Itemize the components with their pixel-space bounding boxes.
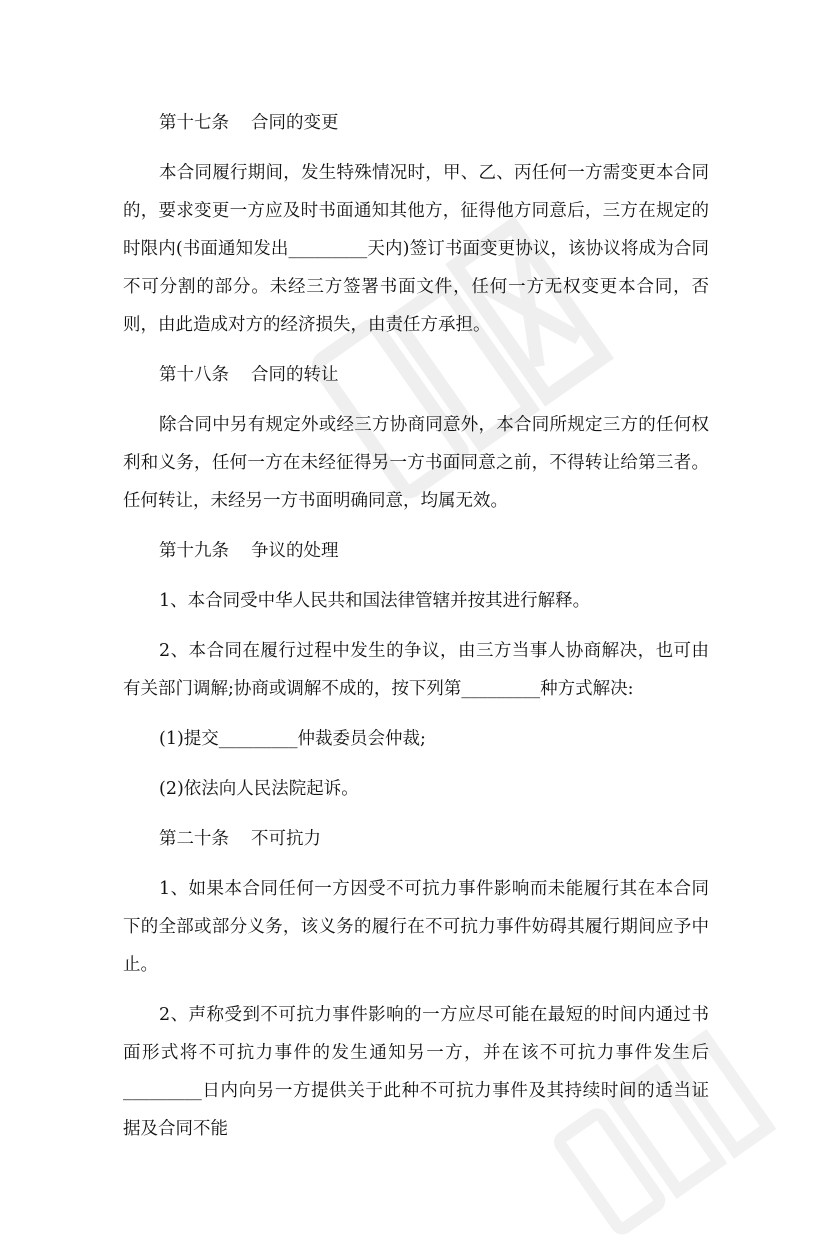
section-19-title: 争议的处理 xyxy=(251,541,339,561)
document-body xyxy=(123,104,709,1148)
section-18-heading xyxy=(123,356,709,394)
section-19-paragraph-1: 1、本合同受中华人民共和国法律管辖并按其进行解释。 xyxy=(159,591,591,611)
section-17-title: 合同的变更 xyxy=(251,113,339,133)
section-20-number: 第二十条 xyxy=(159,829,229,849)
section-20-paragraph-1: 1、如果本合同任何一方因受不可抗力事件影响而未能履行其在本合同下的全部或部分义务，该义务的履行在不可抗力事件妨碍其履行期间应予中止。 xyxy=(123,879,709,975)
section-20-title: 不可抗力 xyxy=(251,829,321,849)
section-18-title: 合同的转让 xyxy=(251,365,339,385)
section-20-paragraph-2: 2、声称受到不可抗力事件影响的一方应尽可能在最短的时间内通过书面形式将不可抗力事件的发生通知另一方，并在该不可抗力事件发生后_________日内向另一方提供关于此种不可抗力事件及其持续时间的适当证据及合同不能 xyxy=(123,1005,709,1139)
section-17-heading xyxy=(123,104,709,142)
section-18-paragraph-1: 除合同中另有规定外或经三方协商同意外，本合同所规定三方的任何权利和义务，任何一方在未经征得另一方书面同意之前，不得转让给第三者。任何转让，未经另一方书面明确同意，均属无效。 xyxy=(123,415,709,511)
section-19-paragraph-4: (2)依法向人民法院起诉。 xyxy=(159,779,359,799)
section-19-paragraph-2: 2、本合同在履行过程中发生的争议，由三方当事人协商解决，也可由有关部门调解;协商或调解不成的，按下列第_________种方式解决: xyxy=(123,641,709,699)
section-20-heading xyxy=(123,820,709,858)
section-18-number: 第十八条 xyxy=(159,365,229,385)
section-19-heading xyxy=(123,532,709,570)
section-19-number: 第十九条 xyxy=(159,541,229,561)
section-17-paragraph-1: 本合同履行期间，发生特殊情况时，甲、乙、丙任何一方需变更本合同的，要求变更一方应及时书面通知其他方，征得他方同意后，三方在规定的时限内(书面通知发出_________天内)签订书面变更协议，该协议将成为合同不可分割的部分。未经三方签署书面文件，任何一方无权变更本合同，否则，由此造成对方的经济损失，由责任方承担。 xyxy=(123,163,709,335)
section-19-paragraph-3: (1)提交_________仲裁委员会仲裁; xyxy=(159,729,426,749)
section-17-number: 第十七条 xyxy=(159,113,229,133)
